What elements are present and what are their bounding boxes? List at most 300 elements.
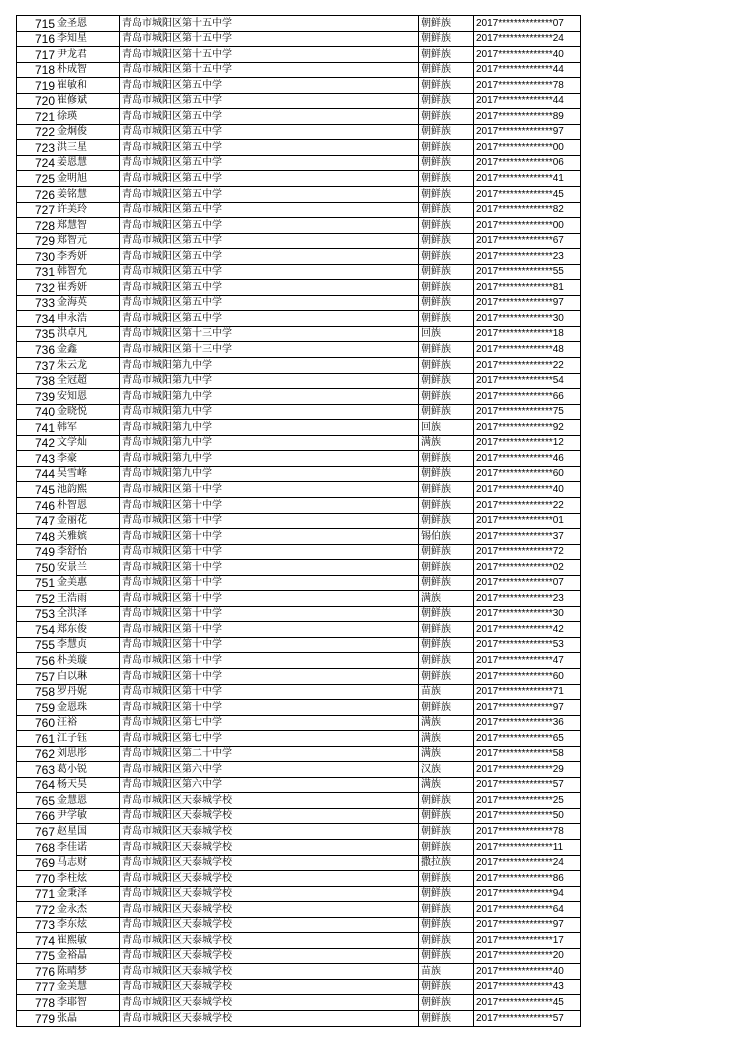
student-id: 2017**************07 (474, 16, 581, 32)
row-number: 766 (17, 808, 57, 824)
student-id: 2017**************37 (474, 529, 581, 545)
row-number: 719 (17, 78, 57, 94)
student-name: 赵星国 (56, 824, 120, 840)
ethnicity: 朝鲜族 (419, 933, 474, 949)
school-name: 青岛市城阳区第十中学 (120, 653, 419, 669)
student-name: 郑东俊 (56, 622, 120, 638)
row-number: 744 (17, 466, 57, 482)
school-name: 青岛市城阳区天泰城学校 (120, 902, 419, 918)
student-id: 2017**************02 (474, 560, 581, 576)
school-name: 青岛市城阳第九中学 (120, 435, 419, 451)
table-row (17, 684, 581, 700)
student-id: 2017**************50 (474, 808, 581, 824)
ethnicity: 汉族 (419, 762, 474, 778)
student-id: 2017**************30 (474, 311, 581, 327)
school-name: 青岛市城阳第九中学 (120, 451, 419, 467)
ethnicity: 回族 (419, 420, 474, 436)
ethnicity: 朝鲜族 (419, 404, 474, 420)
table-row (17, 482, 581, 498)
student-id: 2017**************36 (474, 715, 581, 731)
school-name: 青岛市城阳区第二十中学 (120, 746, 419, 762)
student-name: 李豪 (56, 451, 120, 467)
school-name: 青岛市城阳区第十中学 (120, 606, 419, 622)
school-name: 青岛市城阳区第十中学 (120, 482, 419, 498)
table-row (17, 715, 581, 731)
school-name: 青岛市城阳区第十中学 (120, 575, 419, 591)
school-name: 青岛市城阳区第十中学 (120, 529, 419, 545)
school-name: 青岛市城阳区第七中学 (120, 715, 419, 731)
row-number: 732 (17, 280, 57, 296)
table-row (17, 529, 581, 545)
table-body (17, 16, 581, 1027)
ethnicity: 朝鲜族 (419, 544, 474, 560)
row-number: 739 (17, 389, 57, 405)
school-name: 青岛市城阳区天泰城学校 (120, 886, 419, 902)
row-number: 776 (17, 964, 57, 980)
student-name: 郑智元 (56, 233, 120, 249)
school-name: 青岛市城阳区第十中学 (120, 513, 419, 529)
school-name: 青岛市城阳区第五中学 (120, 93, 419, 109)
ethnicity: 朝鲜族 (419, 249, 474, 265)
student-name: 李慧贞 (56, 637, 120, 653)
row-number: 759 (17, 700, 57, 716)
ethnicity: 朝鲜族 (419, 917, 474, 933)
school-name: 青岛市城阳区天泰城学校 (120, 979, 419, 995)
table-row (17, 824, 581, 840)
school-name: 青岛市城阳区第十五中学 (120, 16, 419, 32)
ethnicity: 朝鲜族 (419, 124, 474, 140)
student-id: 2017**************75 (474, 404, 581, 420)
table-row (17, 575, 581, 591)
table-row (17, 342, 581, 358)
table-row (17, 637, 581, 653)
school-name: 青岛市城阳区天泰城学校 (120, 793, 419, 809)
student-name: 江子钰 (56, 731, 120, 747)
ethnicity: 苗族 (419, 964, 474, 980)
row-number: 746 (17, 497, 57, 513)
table-row (17, 202, 581, 218)
student-name: 杨天昊 (56, 777, 120, 793)
student-id: 2017**************54 (474, 373, 581, 389)
student-id: 2017**************71 (474, 684, 581, 700)
table-row (17, 886, 581, 902)
row-number: 735 (17, 326, 57, 342)
school-name: 青岛市城阳区第五中学 (120, 264, 419, 280)
school-name: 青岛市城阳区天泰城学校 (120, 964, 419, 980)
student-name: 韩军 (56, 420, 120, 436)
ethnicity: 朝鲜族 (419, 202, 474, 218)
school-name: 青岛市城阳区天泰城学校 (120, 808, 419, 824)
table-row (17, 497, 581, 513)
student-name: 洪卓凡 (56, 326, 120, 342)
row-number: 734 (17, 311, 57, 327)
row-number: 753 (17, 606, 57, 622)
student-name: 韩智允 (56, 264, 120, 280)
student-name: 李东炫 (56, 917, 120, 933)
student-name: 金裕晶 (56, 948, 120, 964)
student-id: 2017**************53 (474, 637, 581, 653)
table-row (17, 1011, 581, 1027)
row-number: 760 (17, 715, 57, 731)
table-row (17, 373, 581, 389)
ethnicity: 朝鲜族 (419, 979, 474, 995)
row-number: 729 (17, 233, 57, 249)
school-name: 青岛市城阳区第五中学 (120, 202, 419, 218)
ethnicity: 朝鲜族 (419, 902, 474, 918)
row-number: 752 (17, 591, 57, 607)
table-row (17, 16, 581, 32)
student-name: 金永杰 (56, 902, 120, 918)
student-id: 2017**************86 (474, 871, 581, 887)
student-id: 2017**************89 (474, 109, 581, 125)
table-row (17, 311, 581, 327)
ethnicity: 朝鲜族 (419, 93, 474, 109)
ethnicity: 朝鲜族 (419, 560, 474, 576)
row-number: 756 (17, 653, 57, 669)
student-table (16, 15, 581, 1027)
student-name: 金明旭 (56, 171, 120, 187)
ethnicity: 回族 (419, 326, 474, 342)
school-name: 青岛市城阳区第十五中学 (120, 47, 419, 63)
school-name: 青岛市城阳区第十中学 (120, 497, 419, 513)
table-row (17, 948, 581, 964)
ethnicity: 朝鲜族 (419, 280, 474, 296)
table-row (17, 513, 581, 529)
row-number: 730 (17, 249, 57, 265)
ethnicity: 朝鲜族 (419, 389, 474, 405)
student-id: 2017**************78 (474, 78, 581, 94)
school-name: 青岛市城阳区第五中学 (120, 218, 419, 234)
table-row (17, 420, 581, 436)
table-row (17, 668, 581, 684)
row-number: 754 (17, 622, 57, 638)
school-name: 青岛市城阳区天泰城学校 (120, 917, 419, 933)
ethnicity: 朝鲜族 (419, 373, 474, 389)
student-id: 2017**************40 (474, 47, 581, 63)
ethnicity: 朝鲜族 (419, 653, 474, 669)
student-name: 金慧恩 (56, 793, 120, 809)
row-number: 750 (17, 560, 57, 576)
student-id: 2017**************23 (474, 591, 581, 607)
ethnicity: 朝鲜族 (419, 16, 474, 32)
row-number: 741 (17, 420, 57, 436)
table-row (17, 47, 581, 63)
row-number: 769 (17, 855, 57, 871)
ethnicity: 满族 (419, 435, 474, 451)
student-id: 2017**************57 (474, 1011, 581, 1027)
school-name: 青岛市城阳第九中学 (120, 420, 419, 436)
row-number: 717 (17, 47, 57, 63)
school-name: 青岛市城阳区第十中学 (120, 700, 419, 716)
student-name: 金恩珠 (56, 700, 120, 716)
row-number: 762 (17, 746, 57, 762)
school-name: 青岛市城阳第九中学 (120, 389, 419, 405)
row-number: 767 (17, 824, 57, 840)
ethnicity: 锡伯族 (419, 529, 474, 545)
school-name: 青岛市城阳区第五中学 (120, 109, 419, 125)
school-name: 青岛市城阳区天泰城学校 (120, 995, 419, 1011)
ethnicity: 朝鲜族 (419, 171, 474, 187)
student-name: 许美玲 (56, 202, 120, 218)
row-number: 771 (17, 886, 57, 902)
student-name: 朴智恩 (56, 497, 120, 513)
table-row (17, 762, 581, 778)
school-name: 青岛市城阳区天泰城学校 (120, 824, 419, 840)
table-row (17, 917, 581, 933)
school-name: 青岛市城阳区第十五中学 (120, 31, 419, 47)
row-number: 775 (17, 948, 57, 964)
student-id: 2017**************60 (474, 466, 581, 482)
row-number: 749 (17, 544, 57, 560)
student-id: 2017**************47 (474, 653, 581, 669)
student-name: 金海英 (56, 295, 120, 311)
table-row (17, 979, 581, 995)
ethnicity: 朝鲜族 (419, 342, 474, 358)
ethnicity: 朝鲜族 (419, 622, 474, 638)
student-id: 2017**************12 (474, 435, 581, 451)
row-number: 740 (17, 404, 57, 420)
school-name: 青岛市城阳区第五中学 (120, 78, 419, 94)
student-id: 2017**************23 (474, 249, 581, 265)
ethnicity: 朝鲜族 (419, 155, 474, 171)
row-number: 757 (17, 668, 57, 684)
student-name: 陈晴梦 (56, 964, 120, 980)
table-row (17, 653, 581, 669)
row-number: 742 (17, 435, 57, 451)
student-name: 金秉泽 (56, 886, 120, 902)
student-id: 2017**************18 (474, 326, 581, 342)
table-row (17, 902, 581, 918)
ethnicity: 朝鲜族 (419, 871, 474, 887)
table-row (17, 544, 581, 560)
student-id: 2017**************92 (474, 420, 581, 436)
table-row (17, 777, 581, 793)
row-number: 758 (17, 684, 57, 700)
ethnicity: 满族 (419, 591, 474, 607)
student-name: 安景兰 (56, 560, 120, 576)
ethnicity: 撒拉族 (419, 855, 474, 871)
school-name: 青岛市城阳第九中学 (120, 358, 419, 374)
ethnicity: 满族 (419, 731, 474, 747)
student-id: 2017**************60 (474, 668, 581, 684)
table-row (17, 78, 581, 94)
ethnicity: 朝鲜族 (419, 839, 474, 855)
row-number: 722 (17, 124, 57, 140)
student-id: 2017**************78 (474, 824, 581, 840)
student-id: 2017**************07 (474, 575, 581, 591)
ethnicity: 朝鲜族 (419, 62, 474, 78)
student-name: 李柱炫 (56, 871, 120, 887)
school-name: 青岛市城阳区第六中学 (120, 762, 419, 778)
table-row (17, 389, 581, 405)
school-name: 青岛市城阳区第十中学 (120, 622, 419, 638)
row-number: 738 (17, 373, 57, 389)
student-id: 2017**************00 (474, 218, 581, 234)
school-name: 青岛市城阳区第十三中学 (120, 326, 419, 342)
student-name: 姜铭慧 (56, 187, 120, 203)
student-id: 2017**************48 (474, 342, 581, 358)
ethnicity: 苗族 (419, 684, 474, 700)
table-row (17, 451, 581, 467)
row-number: 731 (17, 264, 57, 280)
school-name: 青岛市城阳区第五中学 (120, 171, 419, 187)
table-row (17, 933, 581, 949)
student-name: 金晓悦 (56, 404, 120, 420)
ethnicity: 朝鲜族 (419, 886, 474, 902)
student-name: 李知星 (56, 31, 120, 47)
student-id: 2017**************06 (474, 155, 581, 171)
ethnicity: 朝鲜族 (419, 497, 474, 513)
ethnicity: 朝鲜族 (419, 47, 474, 63)
table-row (17, 280, 581, 296)
ethnicity: 朝鲜族 (419, 482, 474, 498)
row-number: 747 (17, 513, 57, 529)
table-row (17, 964, 581, 980)
school-name: 青岛市城阳区第五中学 (120, 280, 419, 296)
row-number: 773 (17, 917, 57, 933)
row-number: 774 (17, 933, 57, 949)
student-name: 尹龙君 (56, 47, 120, 63)
student-id: 2017**************46 (474, 451, 581, 467)
student-id: 2017**************94 (474, 886, 581, 902)
school-name: 青岛市城阳区天泰城学校 (120, 839, 419, 855)
school-name: 青岛市城阳区第十三中学 (120, 342, 419, 358)
ethnicity: 朝鲜族 (419, 466, 474, 482)
row-number: 727 (17, 202, 57, 218)
table-row (17, 560, 581, 576)
row-number: 718 (17, 62, 57, 78)
student-name: 朱云龙 (56, 358, 120, 374)
table-row (17, 855, 581, 871)
student-id: 2017**************11 (474, 839, 581, 855)
row-number: 736 (17, 342, 57, 358)
student-id: 2017**************67 (474, 233, 581, 249)
student-id: 2017**************64 (474, 902, 581, 918)
row-number: 745 (17, 482, 57, 498)
school-name: 青岛市城阳区天泰城学校 (120, 933, 419, 949)
table-row (17, 124, 581, 140)
ethnicity: 朝鲜族 (419, 793, 474, 809)
school-name: 青岛市城阳区第十中学 (120, 684, 419, 700)
row-number: 764 (17, 777, 57, 793)
school-name: 青岛市城阳区第五中学 (120, 249, 419, 265)
school-name: 青岛市城阳区第五中学 (120, 187, 419, 203)
row-number: 737 (17, 358, 57, 374)
student-name: 马志财 (56, 855, 120, 871)
table-row (17, 140, 581, 156)
row-number: 720 (17, 93, 57, 109)
school-name: 青岛市城阳区第十五中学 (120, 62, 419, 78)
ethnicity: 朝鲜族 (419, 808, 474, 824)
student-name: 李秀妍 (56, 249, 120, 265)
school-name: 青岛市城阳区天泰城学校 (120, 871, 419, 887)
table-row (17, 435, 581, 451)
student-name: 朴美璇 (56, 653, 120, 669)
student-name: 姜恩慧 (56, 155, 120, 171)
table-row (17, 871, 581, 887)
row-number: 723 (17, 140, 57, 156)
row-number: 716 (17, 31, 57, 47)
school-name: 青岛市城阳区第十中学 (120, 637, 419, 653)
ethnicity: 朝鲜族 (419, 451, 474, 467)
student-name: 金美惠 (56, 575, 120, 591)
student-id: 2017**************82 (474, 202, 581, 218)
student-name: 全洪泽 (56, 606, 120, 622)
student-name: 崔秀妍 (56, 280, 120, 296)
student-name: 尹学敏 (56, 808, 120, 824)
table-row (17, 295, 581, 311)
student-id: 2017**************81 (474, 280, 581, 296)
table-row (17, 995, 581, 1011)
student-id: 2017**************41 (474, 171, 581, 187)
student-name: 白以琳 (56, 668, 120, 684)
student-id: 2017**************17 (474, 933, 581, 949)
table-row (17, 93, 581, 109)
row-number: 763 (17, 762, 57, 778)
ethnicity: 朝鲜族 (419, 140, 474, 156)
ethnicity: 朝鲜族 (419, 295, 474, 311)
table-row (17, 187, 581, 203)
school-name: 青岛市城阳区第五中学 (120, 124, 419, 140)
table-row (17, 31, 581, 47)
student-id: 2017**************20 (474, 948, 581, 964)
student-id: 2017**************55 (474, 264, 581, 280)
ethnicity: 朝鲜族 (419, 668, 474, 684)
table-row (17, 466, 581, 482)
student-name: 申永浩 (56, 311, 120, 327)
school-name: 青岛市城阳区第五中学 (120, 295, 419, 311)
student-name: 张晶 (56, 1011, 120, 1027)
ethnicity: 满族 (419, 715, 474, 731)
ethnicity: 朝鲜族 (419, 824, 474, 840)
ethnicity: 满族 (419, 746, 474, 762)
student-id: 2017**************24 (474, 31, 581, 47)
row-number: 743 (17, 451, 57, 467)
student-id: 2017**************40 (474, 964, 581, 980)
student-id: 2017**************72 (474, 544, 581, 560)
student-id: 2017**************24 (474, 855, 581, 871)
student-name: 王浩雨 (56, 591, 120, 607)
ethnicity: 朝鲜族 (419, 358, 474, 374)
row-number: 768 (17, 839, 57, 855)
student-id: 2017**************30 (474, 606, 581, 622)
student-name: 刘思彤 (56, 746, 120, 762)
school-name: 青岛市城阳区天泰城学校 (120, 948, 419, 964)
ethnicity: 朝鲜族 (419, 264, 474, 280)
ethnicity: 朝鲜族 (419, 995, 474, 1011)
student-name: 崔敏和 (56, 78, 120, 94)
school-name: 青岛市城阳区第五中学 (120, 311, 419, 327)
student-name: 关雅嫔 (56, 529, 120, 545)
table-row (17, 62, 581, 78)
student-id: 2017**************44 (474, 62, 581, 78)
student-id: 2017**************43 (474, 979, 581, 995)
student-name: 安知恩 (56, 389, 120, 405)
student-id: 2017**************42 (474, 622, 581, 638)
ethnicity: 朝鲜族 (419, 606, 474, 622)
student-name: 崔修斌 (56, 93, 120, 109)
table-row (17, 622, 581, 638)
student-id: 2017**************22 (474, 358, 581, 374)
table-row (17, 700, 581, 716)
row-number: 724 (17, 155, 57, 171)
student-name: 李耶智 (56, 995, 120, 1011)
ethnicity: 满族 (419, 777, 474, 793)
table-row (17, 591, 581, 607)
ethnicity: 朝鲜族 (419, 233, 474, 249)
table-row (17, 606, 581, 622)
student-id: 2017**************22 (474, 497, 581, 513)
